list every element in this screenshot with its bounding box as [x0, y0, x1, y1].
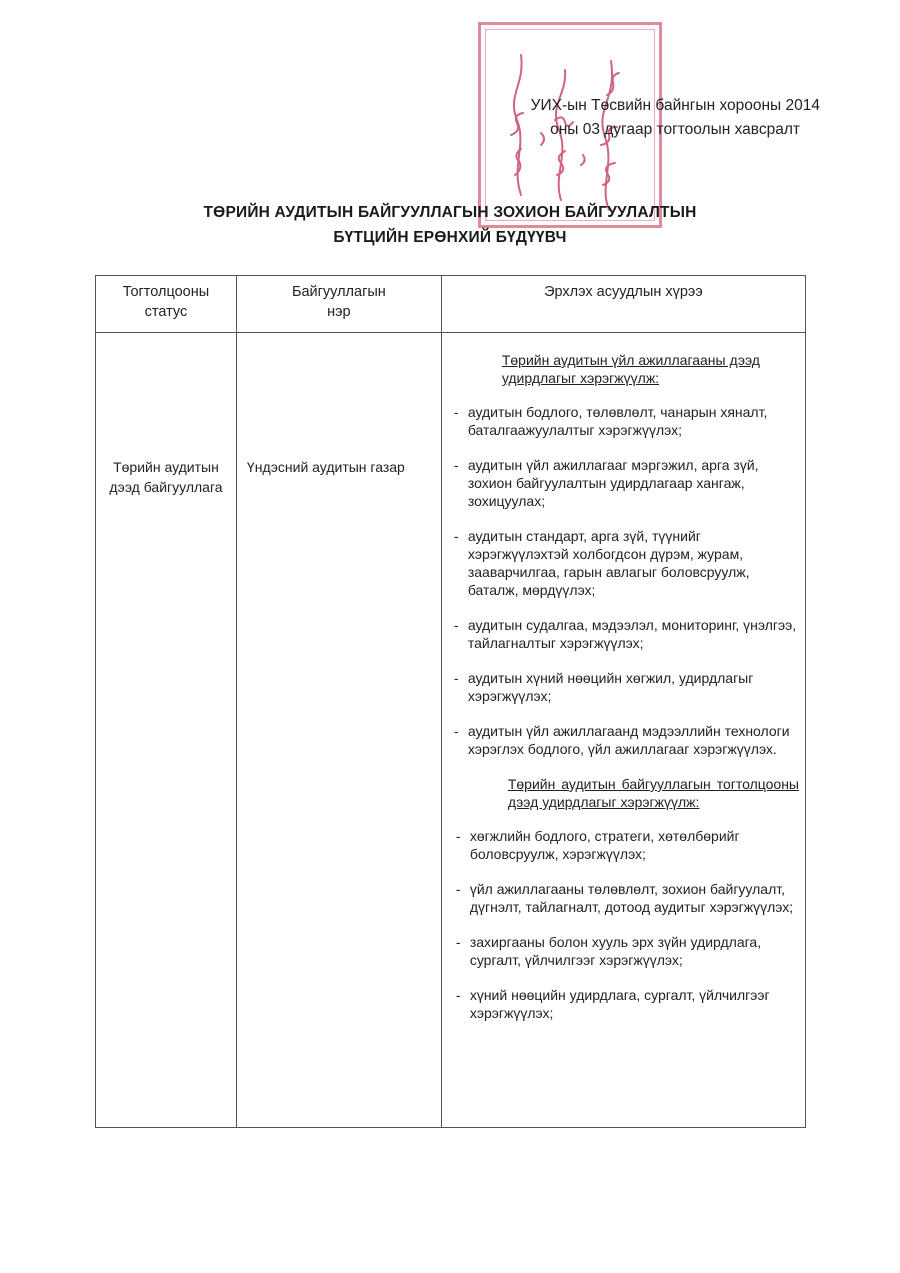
structure-table: [95, 275, 806, 1128]
org-cell: Үндэсний аудитын газар: [236, 333, 441, 1128]
scope-cell: [441, 333, 805, 1128]
appendix-note: [440, 94, 820, 142]
document-title-line1: ТӨРИЙН АУДИТЫН БАЙГУУЛЛАГЫН ЗОХИОН БАЙГУУЛАЛТЫН: [203, 204, 697, 221]
list-item: - хөгжлийн бодлого, стратеги, хөтөлбөрийг боловсруулж, хэрэгжүүлэх;: [452, 827, 799, 863]
column-header-scope: Эрхлэх асуудлын хүрээ: [441, 276, 805, 333]
appendix-note-line2: оны 03 дугаар тогтоолын хавсралт: [550, 121, 800, 138]
column-header-org: Байгууллагын нэр: [236, 276, 441, 333]
list-item: - аудитын үйл ажиллагааг мэргэжил, арга зүй, зохион байгуулалтын удирдлагаар хангаж, зохицуулах;: [452, 456, 799, 510]
list-item: - аудитын бодлого, төлөвлөлт, чанарын хяналт, баталгаажуулалтыг хэрэгжүүлэх;: [452, 403, 799, 439]
list-item: - аудитын стандарт, арга зүй, түүнийг хэрэгжүүлэхтэй холбогдсон дүрэм, журам, зааварчилгаа, гарын авлагыг боловсруулж, баталж, мөрдүүлэх;: [452, 527, 799, 599]
document-title: [100, 200, 800, 250]
section-heading: Төрийн аудитын үйл ажиллагааны дээд удирдлагыг хэрэгжүүлж:: [501, 352, 760, 386]
document-title-line2: БҮТЦИЙН ЕРӨНХИЙ БҮДҮҮВЧ: [333, 229, 567, 246]
column-header-status: Тогтолцооны статус: [96, 276, 237, 333]
status-cell: Төрийн аудитын дээд байгууллага: [96, 333, 237, 1128]
list-item: - аудитын хүний нөөцийн хөгжил, удирдлагыг хэрэгжүүлэх;: [452, 669, 799, 705]
list-item: - үйл ажиллагааны төлөвлөлт, зохион байгуулалт, дүгнэлт, тайлагналт, дотоод аудитыг хэрэгжүүлэх;: [452, 880, 799, 916]
list-item: - аудитын судалгаа, мэдээлэл, мониторинг, үнэлгээ, тайлагналтыг хэрэгжүүлэх;: [452, 616, 799, 652]
list-item: - хүний нөөцийн удирдлага, сургалт, үйлчилгээг хэрэгжүүлэх;: [452, 986, 799, 1022]
section-list: [452, 403, 799, 758]
section-heading: Төрийн аудитын байгууллагын тогтолцооны дээд удирдлагыг хэрэгжүүлж:: [507, 776, 799, 810]
list-item: - аудитын үйл ажиллагаанд мэдээллийн технологи хэрэглэх бодлого, үйл ажиллагааг хэрэгжүүлэх.: [452, 722, 799, 758]
list-item: - захиргааны болон хууль эрх зүйн удирдлага, сургалт, үйлчилгээг хэрэгжүүлэх;: [452, 933, 799, 969]
table-header-row: [96, 276, 806, 333]
section-list: [452, 827, 799, 1022]
appendix-note-line1: УИХ-ын Төсвийн байнгын хорооны 2014: [530, 97, 820, 114]
table-row: [96, 333, 806, 1128]
